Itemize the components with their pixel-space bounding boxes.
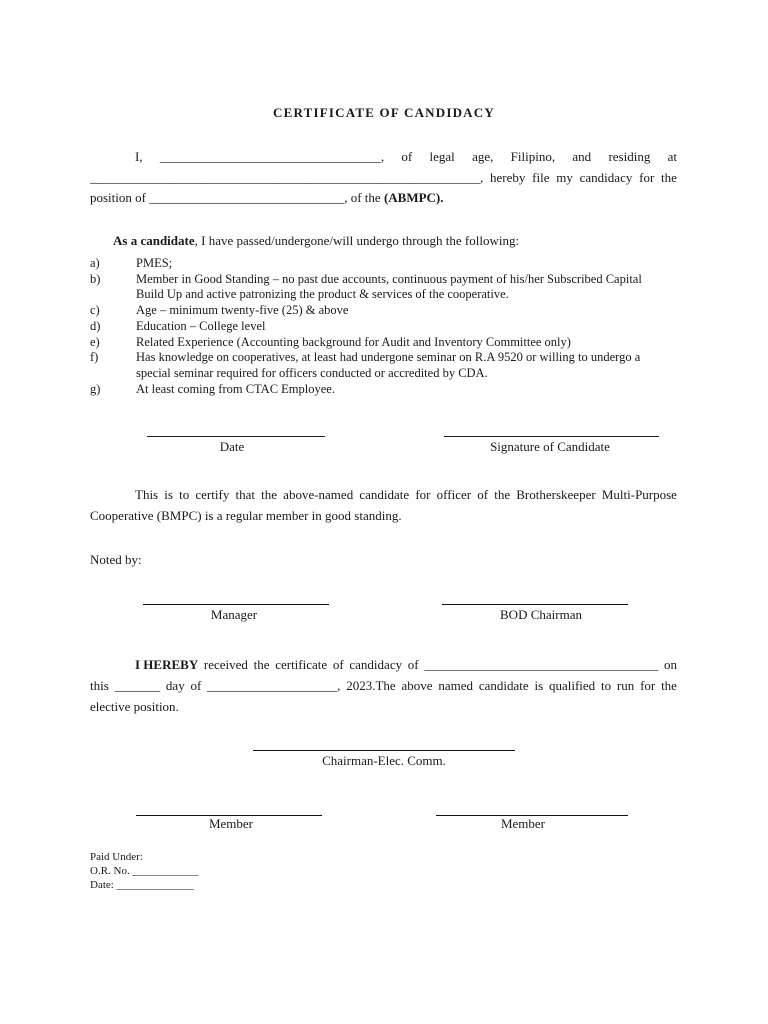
requirement-marker: d) xyxy=(90,318,101,333)
cooperative-abbreviation: (ABMPC). xyxy=(383,190,444,205)
receipt-word: certificate xyxy=(275,657,328,672)
noted-by-label: Noted by: xyxy=(90,552,142,567)
intro-word: legal xyxy=(429,149,455,164)
requirement-item xyxy=(90,382,650,398)
intro-line-1 xyxy=(135,150,677,164)
requirement-item xyxy=(90,256,650,272)
certify-word: of xyxy=(477,487,489,502)
requirement-text: At least coming from CTAC Employee. xyxy=(136,381,335,396)
or-number-field: O.R. No. ____________ xyxy=(90,865,199,877)
receipt-word: ____________________, xyxy=(207,678,341,693)
requirement-marker: c) xyxy=(90,303,100,318)
payment-date-field: Date: ______________ xyxy=(90,879,194,891)
receipt-word: run xyxy=(616,678,635,693)
manager-label: Manager xyxy=(210,607,258,622)
certify-word: This xyxy=(135,487,159,502)
certify-word: officer xyxy=(436,487,472,502)
receipt-line-3: elective position. xyxy=(90,699,179,714)
certify-line-1 xyxy=(135,488,677,502)
receipt-word: qualified xyxy=(548,678,596,693)
intro-word: the xyxy=(661,170,677,185)
receipt-word: 2023.The xyxy=(346,678,396,693)
requirement-marker: a) xyxy=(90,256,100,270)
receipt-bold-prefix: I HEREBY xyxy=(135,657,199,672)
requirement-text: Has knowledge on cooperatives, at least had undergone seminar on R.A 9520 or willing to undergo a special seminar required for officers conducted or accredited by CDA. xyxy=(136,350,641,380)
receipt-word: ____________________________________ xyxy=(424,657,659,672)
intro-word: my xyxy=(556,170,573,185)
certify-word: Multi-Purpose xyxy=(601,487,677,502)
member-1-label: Member xyxy=(208,816,254,831)
certify-word: that xyxy=(235,487,255,502)
date-signature-line xyxy=(147,436,325,437)
receipt-word: day xyxy=(165,678,185,693)
requirement-marker: f) xyxy=(90,350,99,365)
candidate-intro-rest: , I have passed/undergone/will undergo through the following: xyxy=(194,233,520,248)
intro-word: candidacy xyxy=(579,170,633,185)
requirement-text: Related Experience (Accounting background for Audit and Inventory Committee only) xyxy=(136,334,571,349)
receipt-word: candidacy xyxy=(349,657,403,672)
chairman-elec-comm-signature-line xyxy=(253,750,515,751)
document-title: CERTIFICATE OF CANDIDACY xyxy=(273,105,495,120)
requirement-item xyxy=(90,350,650,381)
certify-word: to xyxy=(179,487,190,502)
certify-word: for xyxy=(415,487,431,502)
receipt-word: the xyxy=(253,657,270,672)
requirement-marker: b) xyxy=(90,271,101,286)
intro-word: file xyxy=(532,170,550,185)
intro-word: ____________________________________________________________, xyxy=(90,170,484,185)
bod-chairman-label: BOD Chairman xyxy=(500,607,582,622)
intro-word: __________________________________, xyxy=(159,149,385,164)
candidate-signature-line xyxy=(444,436,659,437)
requirement-marker: g) xyxy=(90,381,101,396)
requirement-text: Age – minimum twenty-five (25) & above xyxy=(136,303,349,318)
requirement-item xyxy=(90,272,650,303)
bod-chairman-signature-line xyxy=(442,604,628,605)
receipt-word: on xyxy=(664,657,677,672)
intro-word: at xyxy=(667,149,677,164)
receipt-line-1 xyxy=(135,658,677,672)
receipt-word: _______ xyxy=(114,678,161,693)
certify-word: certify xyxy=(195,487,230,502)
certify-word: is xyxy=(164,487,173,502)
intro-word: for xyxy=(639,170,655,185)
requirement-text: Education – College level xyxy=(136,318,266,333)
receipt-word: is xyxy=(534,678,544,693)
requirement-marker: e) xyxy=(90,334,100,349)
receipt-word: for xyxy=(640,678,656,693)
receipt-word: above xyxy=(401,678,433,693)
receipt-word: this xyxy=(90,678,109,693)
certify-word: candidate xyxy=(359,487,410,502)
intro-word: and xyxy=(572,149,592,164)
requirement-item xyxy=(90,303,650,319)
certify-word: above-named xyxy=(283,487,354,502)
date-label: Date xyxy=(219,439,245,454)
manager-signature-line xyxy=(143,604,329,605)
intro-line-2 xyxy=(90,171,677,185)
certify-line-2: Cooperative (BMPC) is a regular member in good standing. xyxy=(90,508,402,523)
receipt-word: named xyxy=(438,678,474,693)
intro-word: of xyxy=(401,149,413,164)
certify-word: the xyxy=(261,487,278,502)
intro-word: hereby xyxy=(490,170,526,185)
receipt-line-2 xyxy=(90,679,677,693)
position-of-text: position of ______________________________, of the xyxy=(90,190,384,205)
requirement-item xyxy=(90,335,650,351)
chairman-elec-comm-label: Chairman-Elec. Comm. xyxy=(322,753,446,768)
paid-under-label: Paid Under: xyxy=(90,851,143,863)
requirement-text: Member in Good Standing – no past due accounts, continuous payment of his/her Subscribed Capital Build Up and active patronizing the product & services of the cooperative. xyxy=(136,271,642,302)
certify-word: the xyxy=(494,487,511,502)
intro-line-3 xyxy=(90,191,444,205)
requirements-list xyxy=(90,256,650,397)
intro-word: age, xyxy=(472,149,494,164)
intro-word: I, xyxy=(135,149,143,164)
requirement-item xyxy=(90,319,650,335)
receipt-word: of xyxy=(332,657,344,672)
receipt-word: of xyxy=(190,678,202,693)
receipt-word: of xyxy=(407,657,419,672)
certify-word: Brotherskeeper xyxy=(516,487,596,502)
receipt-word: the xyxy=(661,678,677,693)
requirement-text: PMES; xyxy=(136,256,173,270)
intro-word: residing xyxy=(608,149,651,164)
intro-word: Filipino, xyxy=(510,149,556,164)
receipt-word: to xyxy=(600,678,612,693)
signature-of-candidate-label: Signature of Candidate xyxy=(490,439,610,454)
candidate-intro-bold: As a candidate xyxy=(113,233,195,248)
receipt-word: received xyxy=(203,657,248,672)
candidate-intro xyxy=(113,234,519,248)
member-2-label: Member xyxy=(500,816,546,831)
receipt-word: candidate xyxy=(478,678,529,693)
